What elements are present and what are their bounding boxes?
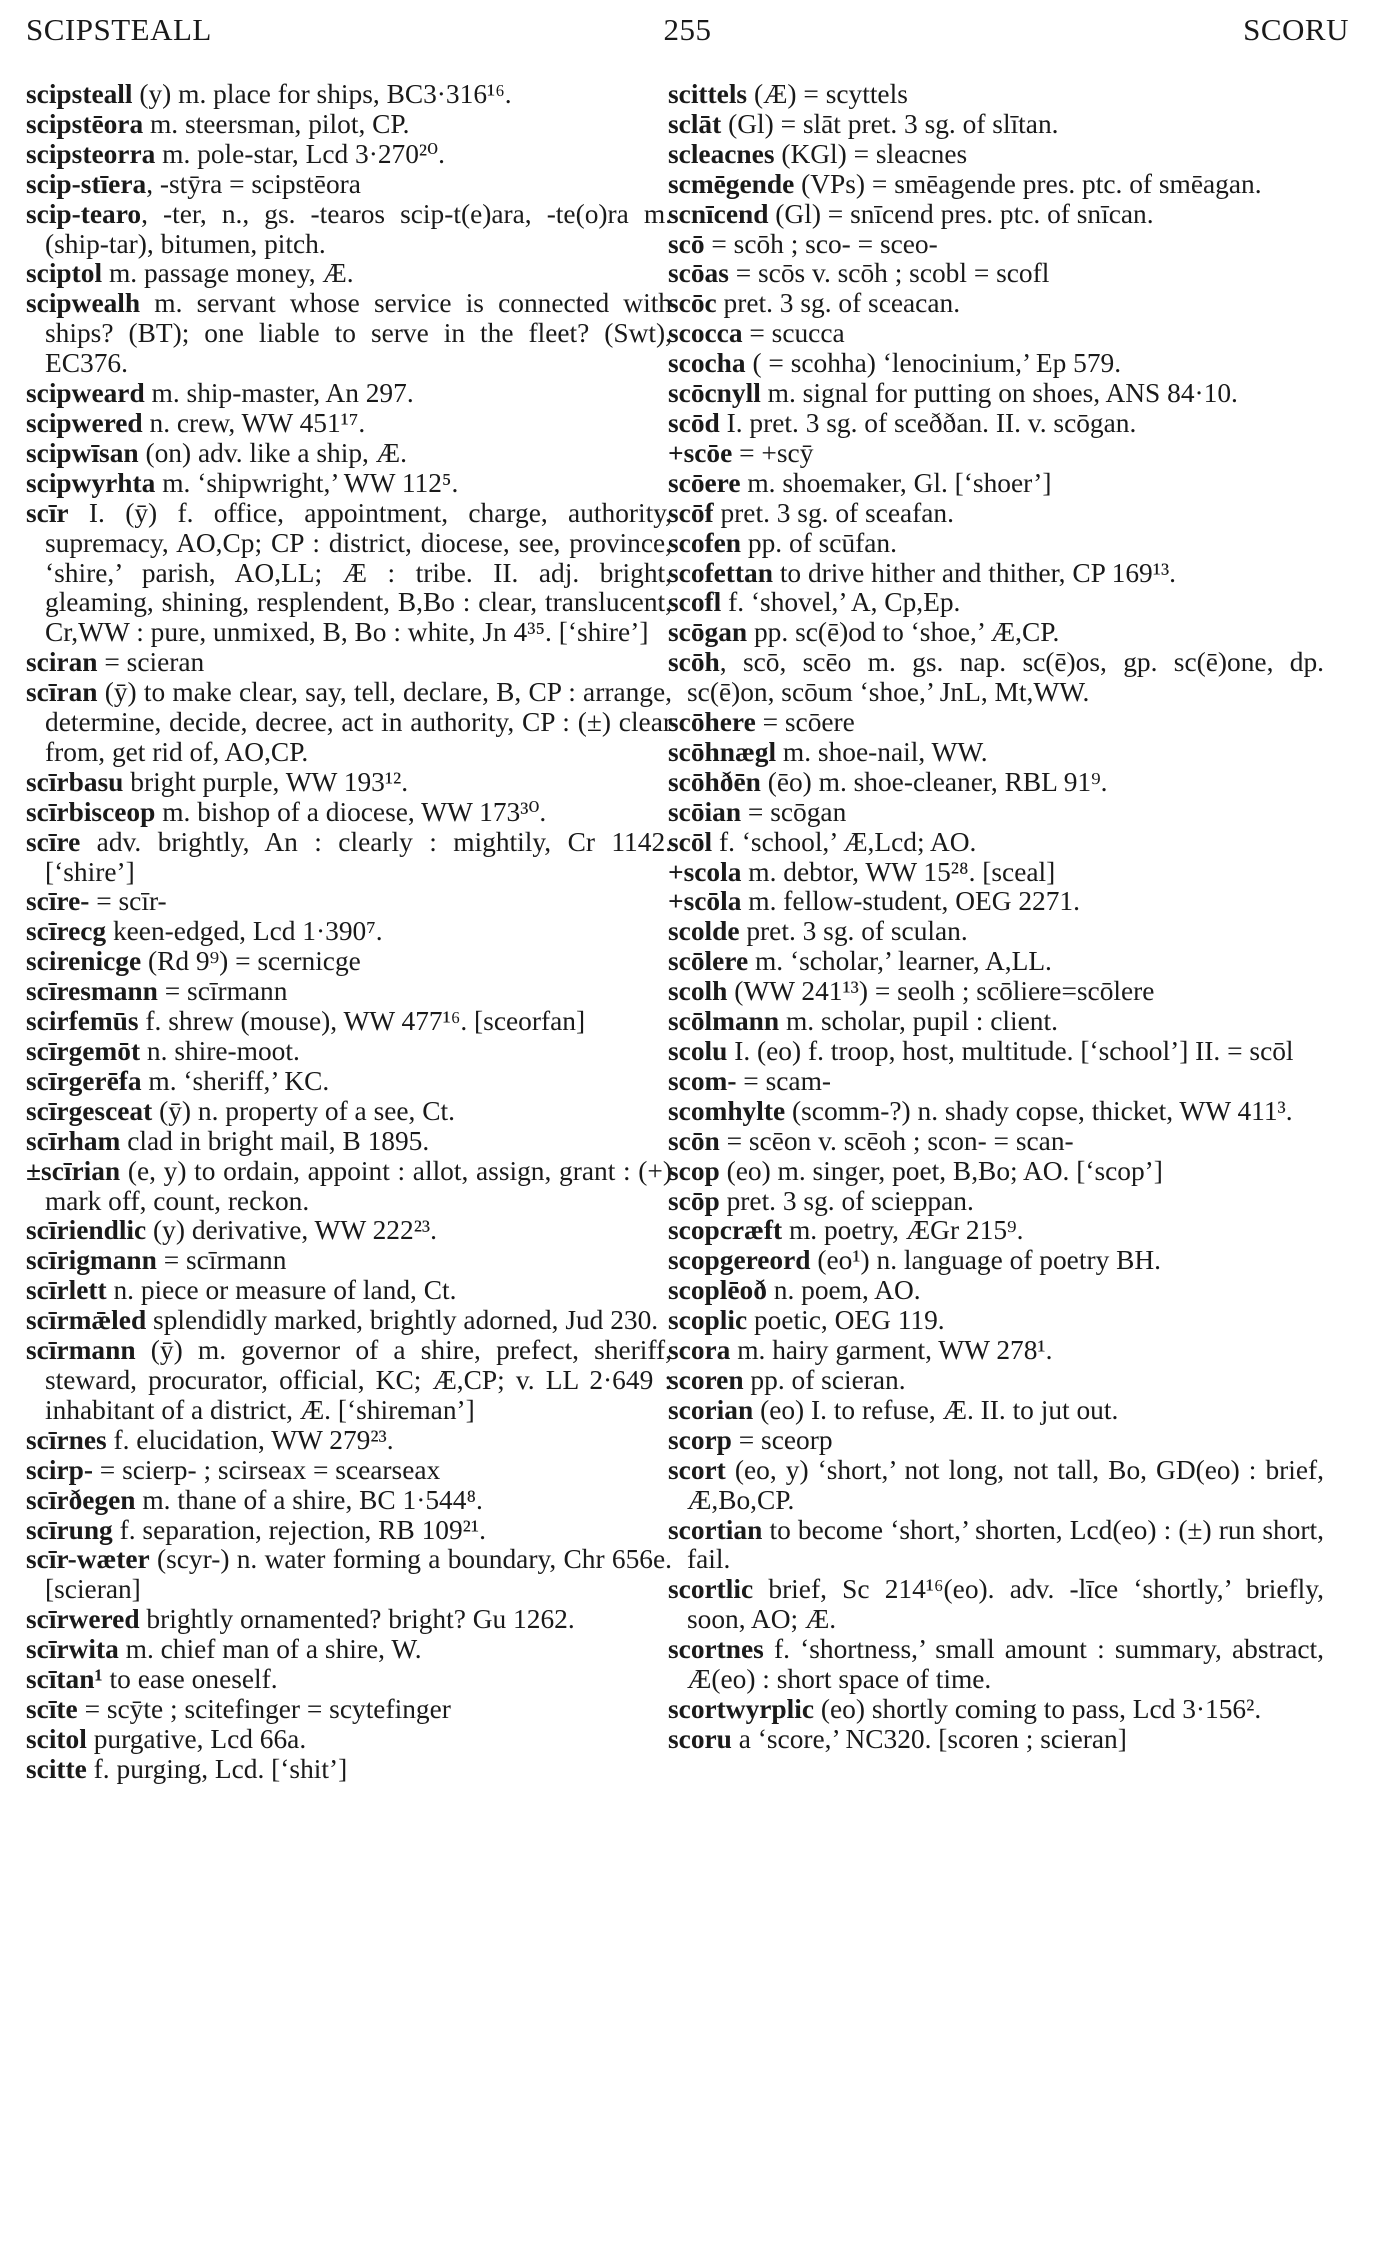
entry-headword: scocca	[668, 318, 743, 349]
entry-definition: to drive hither and thither, CP 169¹³.	[772, 557, 1177, 588]
running-head-left: SCIPSTEALL	[26, 12, 212, 47]
dictionary-entry	[26, 1246, 672, 1276]
entry-definition: = scōs v. scōh ; scobl = scofl	[728, 258, 1050, 289]
entry-headword: scōh	[668, 647, 720, 678]
entry-definition: m. hairy garment, WW 278¹.	[730, 1335, 1053, 1366]
dictionary-entry	[668, 588, 1324, 618]
dictionary-entry	[26, 1635, 672, 1665]
entry-headword: scolh	[668, 976, 728, 1007]
left-column	[26, 80, 672, 1785]
dictionary-entry	[26, 1127, 672, 1157]
entry-definition: splendidly marked, brightly adorned, Jud 230.	[146, 1305, 659, 1336]
dictionary-entry	[26, 469, 672, 499]
entry-headword: scīrgemōt	[26, 1036, 141, 1066]
entry-headword: scīre-	[26, 886, 90, 917]
entry-headword: scīr	[26, 497, 69, 528]
entry-headword: scōere	[668, 467, 741, 498]
dictionary-entry	[668, 1187, 1324, 1217]
entry-definition: = scōh ; sco- = sceo-	[704, 228, 938, 259]
entry-headword: scora	[668, 1335, 731, 1366]
entry-headword: scirp-	[26, 1454, 93, 1485]
dictionary-entry	[668, 140, 1324, 170]
dictionary-entry	[668, 499, 1324, 529]
entry-definition: pret. 3 sg. of scieppan.	[719, 1185, 974, 1216]
dictionary-entry	[668, 1456, 1324, 1516]
dictionary-entry	[26, 1665, 672, 1695]
entry-definition: pp. sc(ē)od to ‘shoe,’ Æ,CP.	[747, 617, 1060, 648]
dictionary-entry	[26, 1426, 672, 1456]
entry-definition: (VPs) = smēagende pres. ptc. of smēagan.	[794, 168, 1262, 199]
dictionary-entry	[668, 1246, 1324, 1276]
entry-definition: (WW 241¹³) = seolh ; scōliere=scōlere	[727, 976, 1155, 1007]
entry-headword: scoplic	[668, 1305, 748, 1336]
entry-definition: poetic, OEG 119.	[747, 1305, 945, 1336]
entry-definition: m. steersman, pilot, CP.	[143, 108, 410, 139]
entry-headword: scīrðegen	[26, 1484, 136, 1515]
entry-headword: scipwyrhta	[26, 467, 156, 498]
dictionary-entry	[26, 1097, 672, 1127]
entry-headword: scort	[668, 1454, 726, 1485]
entry-headword: scīr-wæter	[26, 1544, 150, 1575]
entry-definition: (scomm-?) n. shady copse, thicket, WW 411³.	[785, 1095, 1293, 1126]
entry-headword: scōcnyll	[668, 378, 761, 409]
entry-definition: I. pret. 3 sg. of sceððan. II. v. scōgan.	[719, 407, 1137, 438]
entry-headword: sciptol	[26, 258, 103, 289]
entry-definition: m. poetry, ÆGr 215⁹.	[782, 1215, 1024, 1246]
entry-headword: scōn	[668, 1125, 720, 1156]
entry-definition: = scierp- ; scirseax = scearseax	[92, 1454, 441, 1485]
dictionary-entry	[668, 1067, 1324, 1097]
dictionary-entry	[26, 947, 672, 977]
dictionary-entry	[26, 1336, 672, 1426]
dictionary-entry	[26, 768, 672, 798]
entry-headword: scocha	[668, 348, 746, 379]
entry-headword: scipwealh	[26, 288, 141, 319]
entry-definition: n. poem, AO.	[766, 1275, 921, 1306]
entry-headword: scīrwita	[26, 1634, 119, 1665]
entry-headword: scipsteorra	[26, 138, 156, 169]
dictionary-entry	[26, 1306, 672, 1336]
entry-definition: = scieran	[97, 647, 205, 678]
dictionary-entry	[668, 439, 1324, 469]
dictionary-entry	[668, 529, 1324, 559]
dictionary-entry	[26, 1037, 672, 1067]
dictionary-entry	[668, 618, 1324, 648]
entry-definition: f. elucidation, WW 279²³.	[106, 1424, 394, 1455]
entry-definition: m. ship-master, An 297.	[144, 378, 414, 409]
dictionary-entry	[668, 469, 1324, 499]
entry-headword: scittels	[668, 79, 748, 109]
entry-definition: (e, y) to ordain, appoint : allot, assign, grant : (+) mark off, count, reckon.	[45, 1155, 672, 1216]
entry-headword: scōgan	[668, 617, 748, 648]
entry-definition: I. (eo) f. troop, host, multitude. [‘school’] II. = scōl	[727, 1036, 1294, 1066]
dictionary-entry	[668, 798, 1324, 828]
entry-definition: (eo) I. to refuse, Æ. II. to jut out.	[753, 1394, 1119, 1425]
entry-headword: scolu	[668, 1036, 728, 1066]
dictionary-entry	[668, 1306, 1324, 1336]
entry-headword: scōd	[668, 407, 720, 438]
entry-headword: scōf	[668, 497, 714, 528]
dictionary-entry	[668, 1007, 1324, 1037]
entry-definition: m. chief man of a shire, W.	[118, 1634, 422, 1665]
entry-headword: scipwered	[26, 407, 143, 438]
dictionary-entry	[668, 379, 1324, 409]
entry-definition: m. pole-star, Lcd 3·270²⁰.	[155, 138, 445, 169]
dictionary-entry	[668, 1516, 1324, 1576]
entry-definition: = scīr-	[89, 886, 167, 917]
entry-headword: scōc	[668, 288, 717, 319]
entry-headword: scīrbasu	[26, 766, 124, 797]
entry-definition: pret. 3 sg. of sceafan.	[713, 497, 954, 528]
entry-definition: (eo, y) ‘short,’ not long, not tall, Bo, GD(eo) : brief, Æ,Bo,CP.	[687, 1454, 1324, 1515]
entry-headword: scortlic	[668, 1574, 754, 1605]
entry-definition: keen-edged, Lcd 1·390⁷.	[106, 916, 383, 947]
dictionary-entry	[668, 349, 1324, 379]
dictionary-entry	[26, 678, 672, 768]
entry-definition: = scōgan	[741, 796, 847, 827]
entry-headword: scīresmann	[26, 976, 158, 1007]
entry-headword: scīrgesceat	[26, 1095, 153, 1126]
entry-headword: scoplēoð	[668, 1275, 767, 1306]
entry-definition: to become ‘short,’ shorten, Lcd(eo) : (±) run short, fail.	[687, 1514, 1324, 1575]
entry-headword: scorp	[668, 1424, 732, 1455]
entry-headword: scomhylte	[668, 1095, 786, 1126]
entry-definition: n. piece or measure of land, Ct.	[106, 1275, 457, 1306]
entry-definition: (on) adv. like a ship, Æ.	[138, 437, 407, 468]
entry-definition: m. servant whose service is connected with ships? (BT); one liable to serve in the fleet? (Swt), EC376.	[45, 288, 672, 379]
entry-definition: m. bishop of a diocese, WW 173³⁰.	[155, 796, 547, 827]
dictionary-entry	[668, 1336, 1324, 1366]
entry-headword: scipwīsan	[26, 437, 139, 468]
entry-headword: scortwyrplic	[668, 1693, 815, 1724]
entry-definition: brief, Sc 214¹⁶(eo). adv. -līce ‘shortly,’ briefly, soon, AO; Æ.	[687, 1574, 1324, 1635]
entry-definition: m. passage money, Æ.	[102, 258, 354, 289]
entry-headword: scōp	[668, 1185, 720, 1216]
dictionary-entry	[26, 828, 672, 888]
entry-headword: scīrham	[26, 1125, 121, 1156]
entry-headword: scīrmǣled	[26, 1305, 147, 1336]
dictionary-entry	[668, 828, 1324, 858]
dictionary-entry	[668, 1426, 1324, 1456]
entry-definition: pp. of scūfan.	[741, 527, 897, 558]
entry-headword: scīte	[26, 1693, 78, 1724]
dictionary-entry	[26, 1725, 672, 1755]
entry-definition: pret. 3 sg. of sceacan.	[716, 288, 961, 319]
entry-headword: scmēgende	[668, 168, 795, 199]
entry-definition: adv. brightly, An : clearly : mightily, Cr 1142. [‘shire’]	[45, 826, 672, 887]
dictionary-entry	[26, 1276, 672, 1306]
dictionary-entry	[26, 1486, 672, 1516]
entry-definition: m. shoe-nail, WW.	[776, 736, 988, 767]
entry-definition: m. shoemaker, Gl. [‘shoer’]	[740, 467, 1052, 498]
dictionary-entry	[26, 1216, 672, 1246]
dictionary-entry	[668, 708, 1324, 738]
entry-definition: (KGl) = sleacnes	[774, 138, 968, 169]
entry-headword: scō	[668, 228, 705, 259]
entry-headword: scīrnes	[26, 1424, 107, 1455]
entry-headword: +scōe	[668, 437, 733, 468]
entry-definition: = scīrmann	[156, 1245, 287, 1276]
entry-headword: sclāt	[668, 108, 722, 139]
entry-headword: scip-tearo	[26, 198, 142, 229]
dictionary-entry	[668, 200, 1324, 230]
entry-definition: , -ter, n., gs. -tearos scip-t(e)ara, -te(o)ra m. (ship-tar), bitumen, pitch.	[45, 198, 672, 259]
entry-definition: m. ‘scholar,’ learner, A,LL.	[748, 946, 1052, 977]
dictionary-entry	[668, 409, 1324, 439]
dictionary-entry	[26, 200, 672, 260]
entry-definition: = scȳte ; scitefinger = scytefinger	[77, 1693, 451, 1724]
entry-definition: clad in bright mail, B 1895.	[120, 1125, 430, 1156]
entry-headword: scītan¹	[26, 1664, 103, 1695]
entry-definition: (y) derivative, WW 222²³.	[146, 1215, 437, 1246]
entry-definition: = +scȳ	[732, 437, 814, 468]
entry-headword: scorian	[668, 1394, 754, 1425]
entry-definition: f. ‘shovel,’ A, Cp,Ep.	[721, 587, 961, 618]
entry-headword: scopgereord	[668, 1245, 811, 1276]
entry-headword: scnīcend	[668, 198, 769, 229]
dictionary-entry	[26, 409, 672, 439]
dictionary-entry	[668, 110, 1324, 140]
dictionary-entry	[668, 887, 1324, 917]
entry-headword: scirenicge	[26, 946, 142, 977]
page-header	[26, 12, 1349, 56]
dictionary-entry	[668, 1276, 1324, 1306]
dictionary-entry	[668, 1575, 1324, 1635]
entry-definition: f. ‘shortness,’ small amount : summary, abstract, Æ(eo) : short space of time.	[687, 1634, 1324, 1695]
entry-headword: scleacnes	[668, 138, 775, 169]
entry-definition: ( = scohha) ‘lenocinium,’ Ep 579.	[745, 348, 1122, 379]
dictionary-entry	[668, 289, 1324, 319]
dictionary-entry	[668, 170, 1324, 200]
dictionary-entry	[668, 1216, 1324, 1246]
entry-definition: (ȳ) to make clear, say, tell, declare, B, CP : arrange, determine, decide, decree, act in authority, CP : (±) clear from, get rid of, AO,CP.	[45, 677, 672, 767]
entry-definition: = scam-	[736, 1065, 831, 1096]
dictionary-entry	[26, 499, 672, 649]
dictionary-entry	[668, 1725, 1324, 1755]
entry-headword: scofl	[668, 587, 722, 618]
entry-headword: scofettan	[668, 557, 773, 588]
dictionary-entry	[668, 977, 1324, 1007]
dictionary-entry	[26, 289, 672, 379]
entry-definition: (ȳ) n. property of a see, Ct.	[152, 1095, 455, 1126]
entry-definition: = scēon v. scēoh ; scon- = scan-	[719, 1125, 1074, 1156]
entry-headword: scīre	[26, 826, 81, 857]
entry-definition: I. (ȳ) f. office, appointment, charge, authority, supremacy, AO,Cp; CP : district, diocese, see, province, ‘shire,’ parish, AO,LL; Æ : tribe. II. adj. bright, gleaming, shining, resplendent, B,Bo : clear, translucent, Cr,WW : pure, unmixed, B, Bo : white, Jn 4³⁵. [‘shire’]	[45, 497, 672, 648]
entry-headword: scōas	[668, 258, 729, 289]
entry-headword: scīriendlic	[26, 1215, 147, 1246]
entry-definition: (y) m. place for ships, BC3·316¹⁶.	[132, 79, 512, 109]
entry-headword: scōhðēn	[668, 766, 761, 797]
entry-headword: scofen	[668, 527, 742, 558]
entry-definition: brightly ornamented? bright? Gu 1262.	[139, 1604, 575, 1635]
entry-headword: scipsteall	[26, 79, 133, 109]
entry-definition: (Rd 9⁹) = scernicge	[141, 946, 361, 977]
running-head-right: SCORU	[1243, 12, 1349, 47]
entry-definition: = scucca	[742, 318, 845, 349]
entry-definition: f. ‘school,’ Æ,Lcd; AO.	[712, 826, 977, 857]
entry-headword: scīrlett	[26, 1275, 107, 1306]
entry-headword: scīran	[26, 677, 98, 708]
entry-definition: , scō, scēo m. gs. nap. sc(ē)os, gp. sc(ē)one, dp. sc(ē)on, scōum ‘shoe,’ JnL, Mt,WW.	[687, 647, 1324, 708]
entry-definition: m. signal for putting on shoes, ANS 84·10.	[760, 378, 1238, 409]
dictionary-entry	[26, 1516, 672, 1546]
dictionary-entry	[26, 80, 672, 110]
entry-headword: scīrbisceop	[26, 796, 156, 827]
entry-headword: scip-stīera	[26, 168, 147, 199]
entry-headword: scortian	[668, 1514, 763, 1545]
entry-headword: scīrwered	[26, 1604, 140, 1635]
entry-definition: n. crew, WW 451¹⁷.	[142, 407, 366, 438]
entry-definition: = scīrmann	[157, 976, 288, 1007]
entry-headword: scōhnægl	[668, 736, 777, 767]
dictionary-entry	[668, 230, 1324, 260]
entry-headword: scitte	[26, 1753, 87, 1784]
dictionary-entry	[668, 1127, 1324, 1157]
entry-headword: scortnes	[668, 1634, 764, 1665]
dictionary-entry	[668, 947, 1324, 977]
entry-headword: scīrigmann	[26, 1245, 157, 1276]
entry-definition: m. debtor, WW 15²⁸. [sceal]	[741, 856, 1056, 887]
entry-definition: a ‘score,’ NC320. [scoren ; scieran]	[731, 1723, 1127, 1754]
entry-definition: (ȳ) m. governor of a shire, prefect, sheriff, steward, procurator, official, KC; Æ,CP; v. LL 2·649 : inhabitant of a district, Æ. [‘shireman’]	[45, 1335, 672, 1425]
entry-headword: scōhere	[668, 707, 756, 738]
entry-headword: scīrgerēfa	[26, 1065, 142, 1096]
entry-definition: (scyr-) n. water forming a boundary, Chr 656e. [scieran]	[45, 1544, 672, 1605]
entry-headword: +scola	[668, 856, 742, 887]
entry-definition: m. fellow-student, OEG 2271.	[741, 886, 1080, 917]
dictionary-entry	[668, 1695, 1324, 1725]
dictionary-entry	[668, 1097, 1324, 1127]
dictionary-entry	[668, 1037, 1324, 1067]
entry-definition: m. ‘sheriff,’ KC.	[141, 1065, 330, 1096]
dictionary-entry	[26, 917, 672, 947]
dictionary-entry	[668, 1157, 1324, 1187]
entry-definition: = sceorp	[731, 1424, 833, 1455]
entry-definition: (Æ) = scyttels	[747, 79, 908, 109]
dictionary-entry	[668, 1366, 1324, 1396]
entry-definition: m. thane of a shire, BC 1·544⁸.	[135, 1484, 483, 1515]
dictionary-entry	[26, 259, 672, 289]
entry-definition: (Gl) = slāt pret. 3 sg. of slītan.	[721, 108, 1059, 139]
entry-definition: (Gl) = snīcend pres. ptc. of snīcan.	[768, 198, 1154, 229]
dictionary-entry	[26, 1067, 672, 1097]
entry-headword: scirfemūs	[26, 1006, 139, 1037]
entry-headword: scōl	[668, 826, 713, 857]
entry-definition: pret. 3 sg. of sculan.	[739, 916, 968, 947]
entry-headword: scom-	[668, 1065, 737, 1096]
entry-definition: (ēo) m. shoe-cleaner, RBL 91⁹.	[760, 766, 1108, 797]
right-column	[668, 80, 1324, 1755]
dictionary-entry	[668, 858, 1324, 888]
dictionary-entry	[668, 559, 1324, 589]
dictionary-entry	[26, 110, 672, 140]
dictionary-entry	[668, 1396, 1324, 1426]
entry-definition: bright purple, WW 193¹².	[123, 766, 409, 797]
dictionary-entry	[26, 379, 672, 409]
dictionary-entry	[26, 1695, 672, 1725]
dictionary-entry	[26, 887, 672, 917]
entry-headword: scopcræft	[668, 1215, 783, 1246]
entry-headword: scoru	[668, 1723, 732, 1754]
dictionary-entry	[668, 259, 1324, 289]
entry-definition: purgative, Lcd 66a.	[86, 1723, 307, 1754]
dictionary-entry	[26, 648, 672, 678]
entry-headword: scīrecg	[26, 916, 107, 947]
entry-headword: scipstēora	[26, 108, 144, 139]
dictionary-entry	[668, 319, 1324, 349]
entry-headword: scōlere	[668, 946, 749, 977]
entry-headword: sciran	[26, 647, 98, 678]
dictionary-entry	[26, 439, 672, 469]
entry-headword: ±scīrian	[26, 1155, 121, 1186]
dictionary-entry	[668, 768, 1324, 798]
entry-definition: = scōere	[755, 707, 855, 738]
entry-definition: (eo¹) n. language of poetry BH.	[810, 1245, 1162, 1276]
entry-headword: +scōla	[668, 886, 742, 917]
entry-headword: scipweard	[26, 378, 145, 409]
entry-headword: scīrmann	[26, 1335, 136, 1366]
entry-headword: scolde	[668, 916, 740, 947]
page-number: 255	[663, 12, 712, 47]
dictionary-entry	[26, 140, 672, 170]
entry-headword: scōian	[668, 796, 742, 827]
dictionary-entry	[668, 917, 1324, 947]
entry-definition: (eo) shortly coming to pass, Lcd 3·156².	[814, 1693, 1262, 1724]
entry-headword: scop	[668, 1155, 720, 1186]
entry-headword: scitol	[26, 1723, 87, 1754]
dictionary-entry	[26, 170, 672, 200]
entry-definition: f. separation, rejection, RB 109²¹.	[112, 1514, 486, 1545]
dictionary-entry	[26, 1755, 672, 1785]
entry-definition: n. shire-moot.	[140, 1036, 300, 1066]
dictionary-entry	[668, 648, 1324, 708]
dictionary-entry	[26, 1545, 672, 1605]
entry-definition: m. scholar, pupil : client.	[779, 1006, 1058, 1037]
entry-definition: to ease oneself.	[102, 1664, 278, 1695]
dictionary-entry	[26, 1157, 672, 1217]
dictionary-entry	[668, 738, 1324, 768]
dictionary-entry	[26, 1456, 672, 1486]
entry-definition: (eo) m. singer, poet, B,Bo; AO. [‘scop’]	[719, 1155, 1163, 1186]
dictionary-entry	[26, 1007, 672, 1037]
entry-headword: scōlmann	[668, 1006, 780, 1037]
entry-definition: f. purging, Lcd. [‘shit’]	[86, 1753, 348, 1784]
entry-definition: m. ‘shipwright,’ WW 112⁵.	[155, 467, 459, 498]
dictionary-entry	[26, 977, 672, 1007]
entry-definition: f. shrew (mouse), WW 477¹⁶. [sceorfan]	[138, 1006, 586, 1037]
dictionary-entry	[26, 1605, 672, 1635]
dictionary-entry	[668, 80, 1324, 110]
entry-headword: scīrung	[26, 1514, 113, 1545]
entry-definition: , -stȳra = scipstēora	[146, 168, 361, 199]
entry-headword: scoren	[668, 1364, 744, 1395]
entry-definition: pp. of scieran.	[743, 1364, 906, 1395]
dictionary-entry	[668, 1635, 1324, 1695]
dictionary-entry	[26, 798, 672, 828]
